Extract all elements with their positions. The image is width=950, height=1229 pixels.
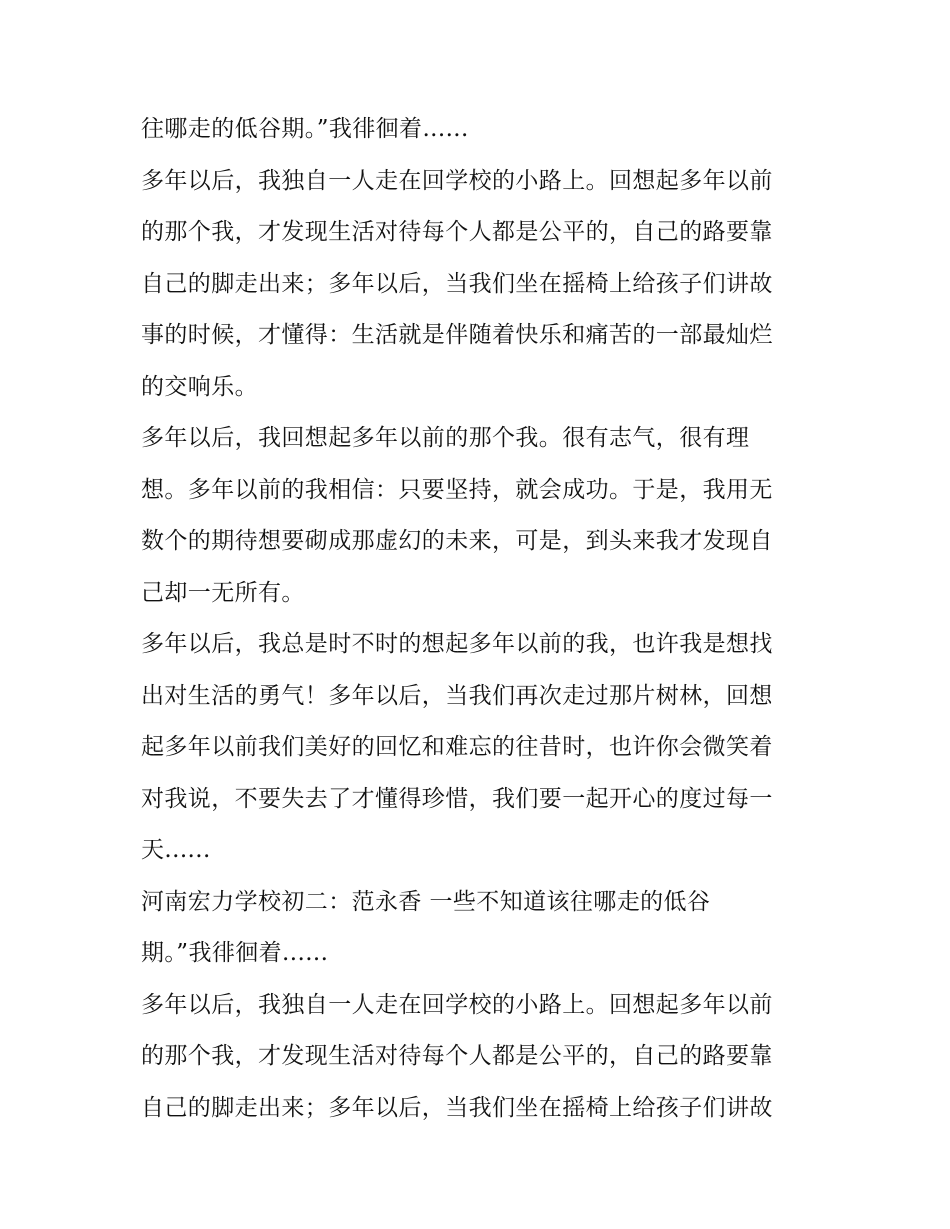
text-line: 想。多年以前的我相信：只要坚持，就会成功。于是，我用无 — [141, 476, 773, 503]
text-line: 的交响乐。 — [141, 373, 258, 400]
text-line: 多年以后，我独自一人走在回学校的小路上。回想起多年以前 — [141, 991, 773, 1018]
text-line: 天...... — [141, 837, 211, 863]
document-body — [141, 104, 821, 1134]
text-line: 多年以后，我回想起多年以前的那个我。很有志气，很有理 — [141, 425, 750, 451]
text-line: 的那个我，才发现生活对待每个人都是公平的，自己的路要靠 — [141, 219, 773, 245]
text-line: 自己的脚走出来；多年以后，当我们坐在摇椅上给孩子们讲故 — [141, 1094, 773, 1121]
text-line: 的那个我，才发现生活对待每个人都是公平的，自己的路要靠 — [141, 1043, 773, 1069]
text-line: 数个的期待想要砌成那虚幻的未来，可是，到头来我才发现自 — [141, 528, 773, 554]
text-line: 期。”我徘徊着...... — [141, 940, 329, 966]
text-line: 往哪走的低谷期。”我徘徊着...... — [141, 116, 469, 142]
text-line: 己却一无所有。 — [141, 579, 305, 606]
text-line: 出对生活的勇气！多年以后，当我们再次走过那片树林，回想 — [141, 682, 773, 709]
text-line: 河南宏力学校初二：范永香 一些不知道该往哪走的低谷 — [141, 888, 711, 915]
text-line: 多年以后，我总是时不时的想起多年以前的我，也许我是想找 — [141, 631, 773, 657]
text-line: 自己的脚走出来；多年以后，当我们坐在摇椅上给孩子们讲故 — [141, 270, 773, 297]
text-line: 对我说，不要失去了才懂得珍惜，我们要一起开心的度过每一 — [141, 785, 773, 812]
text-line: 起多年以前我们美好的回忆和难忘的往昔时，也许你会微笑着 — [141, 734, 773, 760]
text-line: 事的时候，才懂得：生活就是伴随着快乐和痛苦的一部最灿烂 — [141, 322, 773, 348]
text-line: 多年以后，我独自一人走在回学校的小路上。回想起多年以前 — [141, 167, 773, 194]
